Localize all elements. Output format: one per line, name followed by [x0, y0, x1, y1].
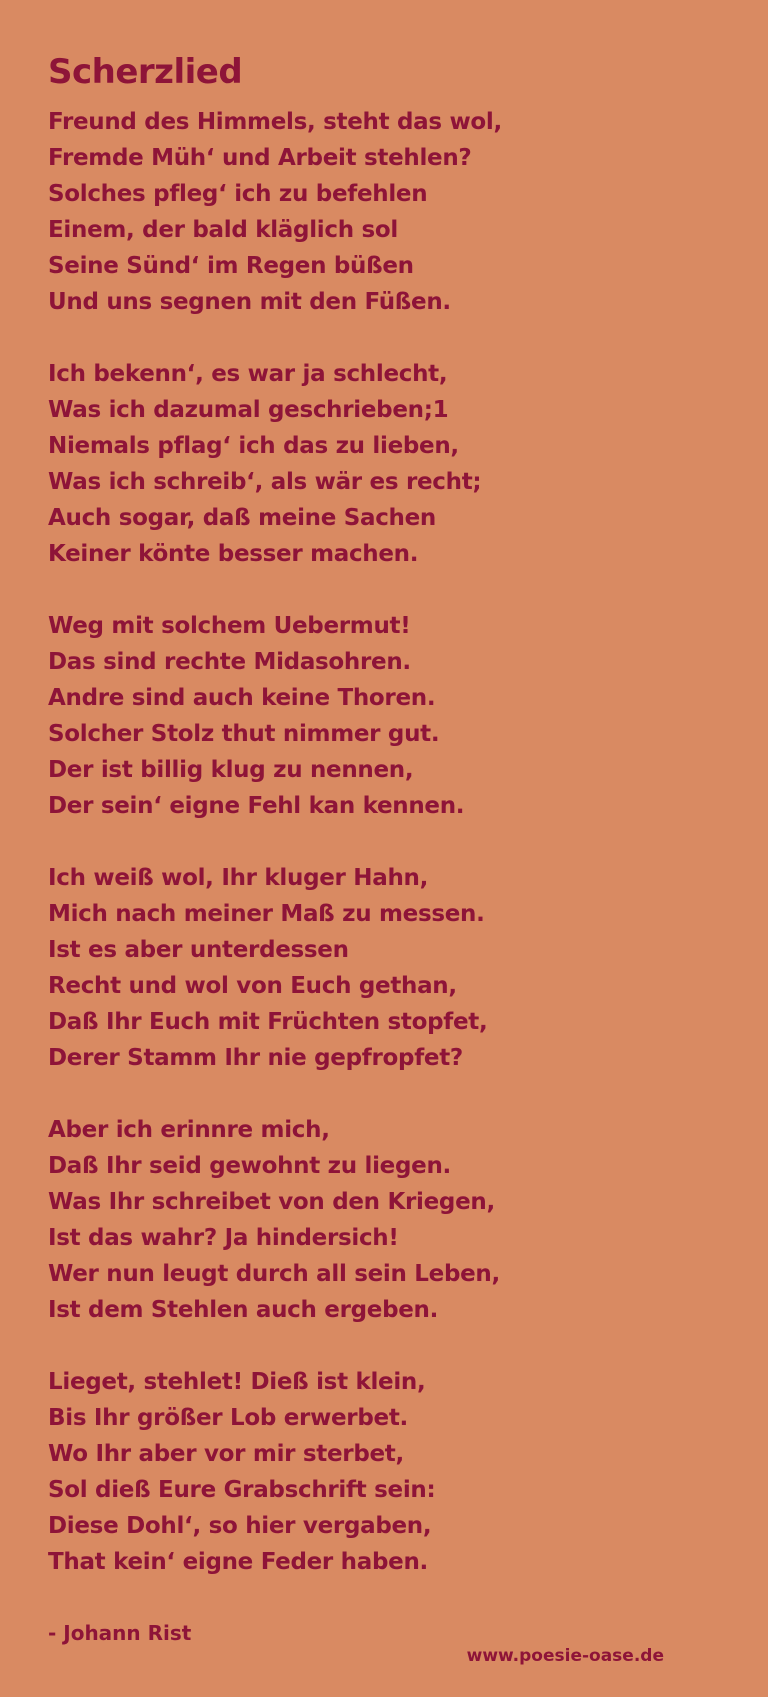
poem-line: Was ich schreib‘, als wär es recht;: [48, 469, 482, 495]
poem-line: Derer Stamm Ihr nie gepfropfet?: [48, 1045, 463, 1071]
poem-line: Andre sind auch keine Thoren.: [48, 685, 436, 711]
poem-line: Was ich dazumal geschrieben;1: [48, 397, 449, 423]
poem-title: Scherzlied: [48, 52, 243, 92]
stanza-3: [48, 608, 728, 824]
poem-line: Lieget, stehlet! Dieß ist klein,: [48, 1369, 426, 1395]
poem-line: Ich weiß wol, Ihr kluger Hahn,: [48, 865, 429, 891]
stanza-4: [48, 860, 728, 1076]
poem-line: Ist das wahr? Ja hindersich!: [48, 1225, 399, 1251]
poem-line: Aber ich erinnre mich,: [48, 1117, 330, 1143]
poem-line: Diese Dohl‘, so hier vergaben,: [48, 1513, 432, 1539]
poem-line: Der sein‘ eigne Fehl kan kennen.: [48, 793, 465, 819]
poem-line: Fremde Müh‘ und Arbeit stehlen?: [48, 145, 472, 171]
poem-line: Keiner könte besser machen.: [48, 541, 419, 567]
poem-line: Was Ihr schreibet von den Kriegen,: [48, 1189, 495, 1215]
stanza-1: [48, 104, 728, 320]
poem-line: Sol dieß Eure Grabschrift sein:: [48, 1477, 436, 1503]
stanza-6: [48, 1364, 728, 1580]
poem-line: Der ist billig klug zu nennen,: [48, 757, 414, 783]
poem-line: Daß Ihr Euch mit Früchten stopfet,: [48, 1009, 488, 1035]
poem-body: [48, 104, 728, 1616]
poem-line: Daß Ihr seid gewohnt zu liegen.: [48, 1153, 451, 1179]
poem-author: - Johann Rist: [48, 1621, 192, 1645]
poem-line: Niemals pflag‘ ich das zu lieben,: [48, 433, 459, 459]
website-url: www.poesie-oase.de: [466, 1646, 664, 1666]
stanza-2: [48, 356, 728, 572]
poem-line: Ist es aber unterdessen: [48, 937, 349, 963]
stanza-5: [48, 1112, 728, 1328]
poem-line: Wo Ihr aber vor mir sterbet,: [48, 1441, 404, 1467]
poem-line: Seine Sünd‘ im Regen büßen: [48, 253, 414, 279]
poem-line: Solcher Stolz thut nimmer gut.: [48, 721, 440, 747]
poem-line: That kein‘ eigne Feder haben.: [48, 1549, 428, 1575]
poem-line: Wer nun leugt durch all sein Leben,: [48, 1261, 500, 1287]
poem-line: Solches pfleg‘ ich zu befehlen: [48, 181, 428, 207]
poem-line: Weg mit solchem Uebermut!: [48, 613, 411, 639]
poem-line: Bis Ihr größer Lob erwerbet.: [48, 1405, 408, 1431]
poem-line: Freund des Himmels, steht das wol,: [48, 109, 502, 135]
poem-line: Und uns segnen mit den Füßen.: [48, 289, 451, 315]
poem-line: Ist dem Stehlen auch ergeben.: [48, 1297, 439, 1323]
poem-line: Das sind rechte Midasohren.: [48, 649, 411, 675]
poem-line: Einem, der bald kläglich sol: [48, 217, 398, 243]
poem-line: Recht und wol von Euch gethan,: [48, 973, 457, 999]
poem-line: Mich nach meiner Maß zu messen.: [48, 901, 485, 927]
poem-line: Auch sogar, daß meine Sachen: [48, 505, 437, 531]
poem-line: Ich bekenn‘, es war ja schlecht,: [48, 361, 448, 387]
